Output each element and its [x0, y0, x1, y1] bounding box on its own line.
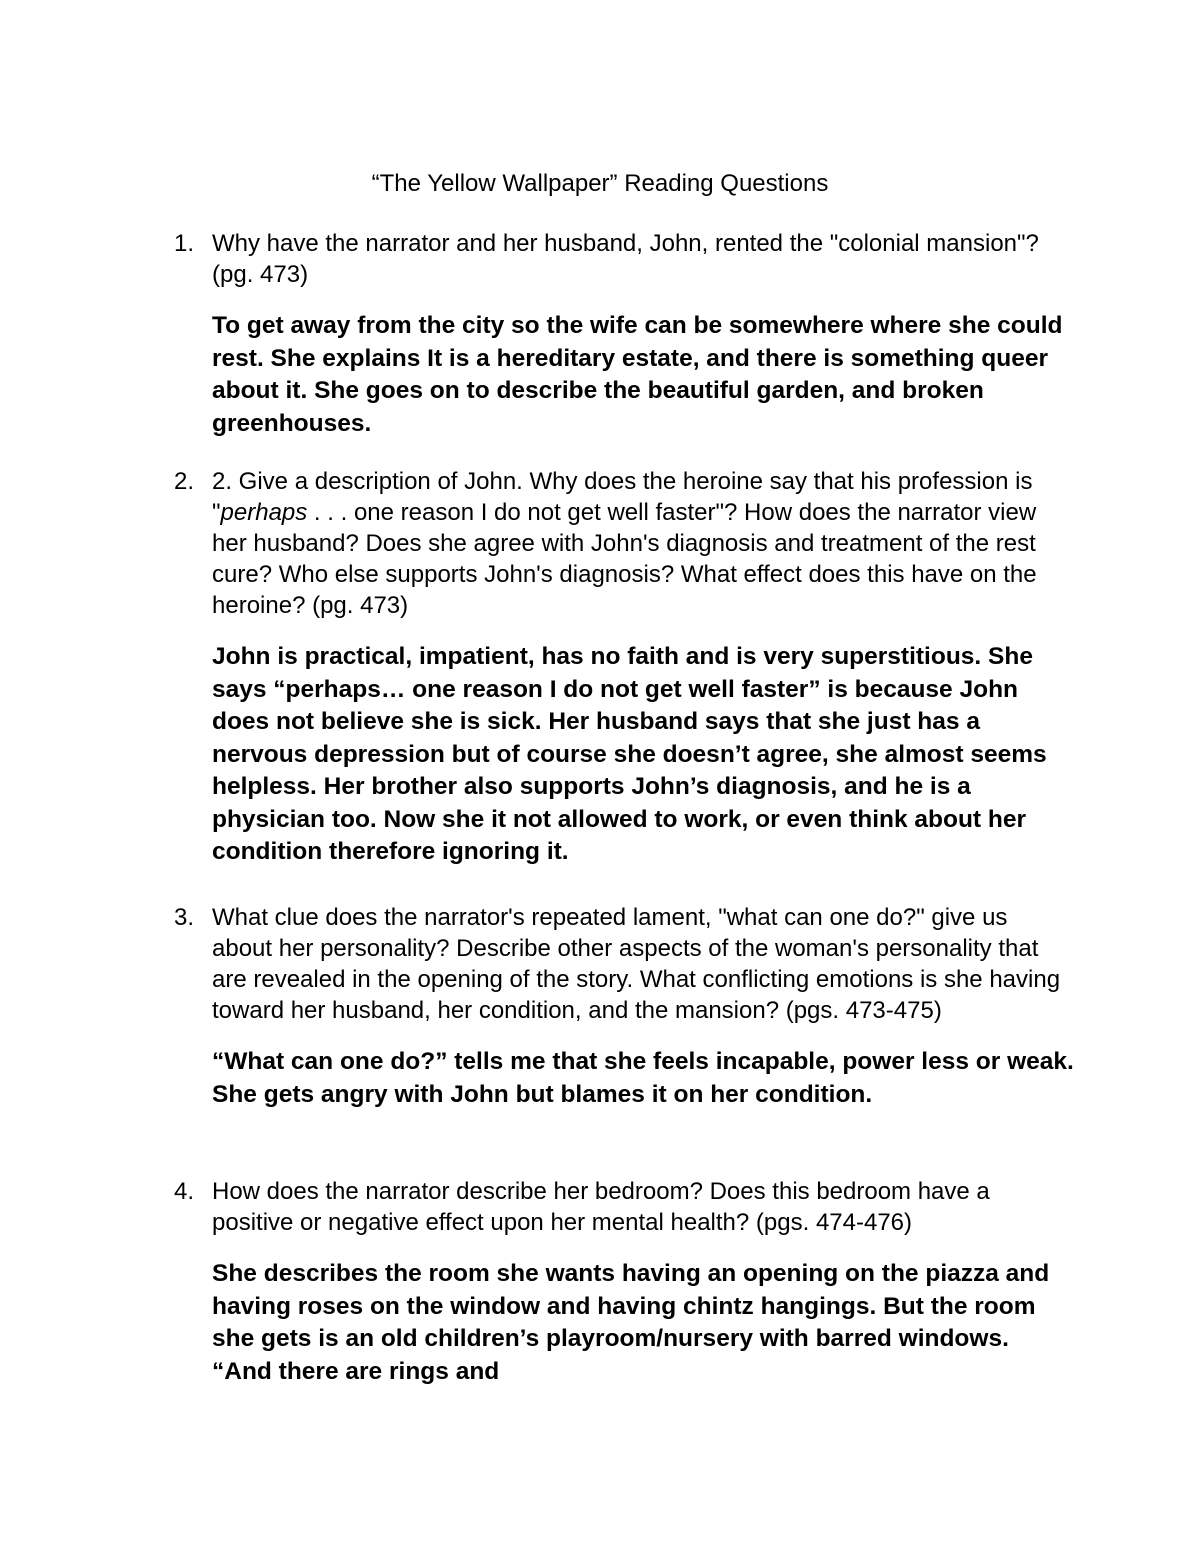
- question-text: How does the narrator describe her bedroom? Does this bedroom have a positive or negative effect upon her mental health? (pgs. 474-476): [212, 1178, 990, 1236]
- question-item: [174, 1176, 1074, 1388]
- answer-text: She describes the room she wants having an opening on the piazza and having roses on the window and having chintz hangings. But the room she gets is an old children’s playroom/nursery with barred windows. “And there are rings and: [212, 1260, 1050, 1385]
- question-text-part: . . . one reason I do not get well faster"? How does the narrator view her husband? Does she agree with John's diagnosis and treatment of the rest cure? Who else supports John's diagnosis? What effect does this have on the heroine? (pg. 473): [212, 499, 1037, 619]
- question-item: [174, 228, 1074, 440]
- question-item: [174, 902, 1074, 1111]
- question-number: 2.: [174, 468, 195, 495]
- question-text: What clue does the narrator's repeated lament, "what can one do?" give us about her personality? Describe other aspects of the woman's personality that are revealed in the opening of the story. What conflicting emotions is she having toward her husband, her condition, and the mansion? (pgs. 473-475): [212, 904, 1061, 1024]
- question-text-part: 2. Give a description of John. Why does the heroine say that his profession is ": [212, 468, 1033, 526]
- document-title: “The Yellow Wallpaper” Reading Questions: [371, 170, 829, 197]
- question-text-italic: perhaps: [220, 499, 308, 526]
- question-number: 1.: [174, 230, 195, 257]
- question-item: [174, 466, 1074, 869]
- answer-text: To get away from the city so the wife can be somewhere where she could rest. She explains It is a hereditary estate, and there is something queer about it. She goes on to describe the beautiful garden, and broken greenhouses.: [212, 312, 1063, 437]
- question-number: 4.: [174, 1178, 195, 1205]
- answer-text: “What can one do?” tells me that she feels incapable, power less or weak. She gets angry with John but blames it on her condition.: [212, 1048, 1074, 1108]
- question-number: 3.: [174, 904, 195, 931]
- answer-text: John is practical, impatient, has no faith and is very superstitious. She says “perhaps… one reason I do not get well faster” is because John does not believe she is sick. Her husband says that she just has a nervous depression but of course she doesn’t agree, she almost seems helpless. Her brother also supports John’s diagnosis, and he is a physician too. Now she it not allowed to work, or even think about her condition therefore ignoring it.: [212, 643, 1047, 865]
- question-text: Why have the narrator and her husband, John, rented the "colonial mansion"? (pg. 473): [212, 230, 1039, 288]
- question-text: [212, 466, 1074, 621]
